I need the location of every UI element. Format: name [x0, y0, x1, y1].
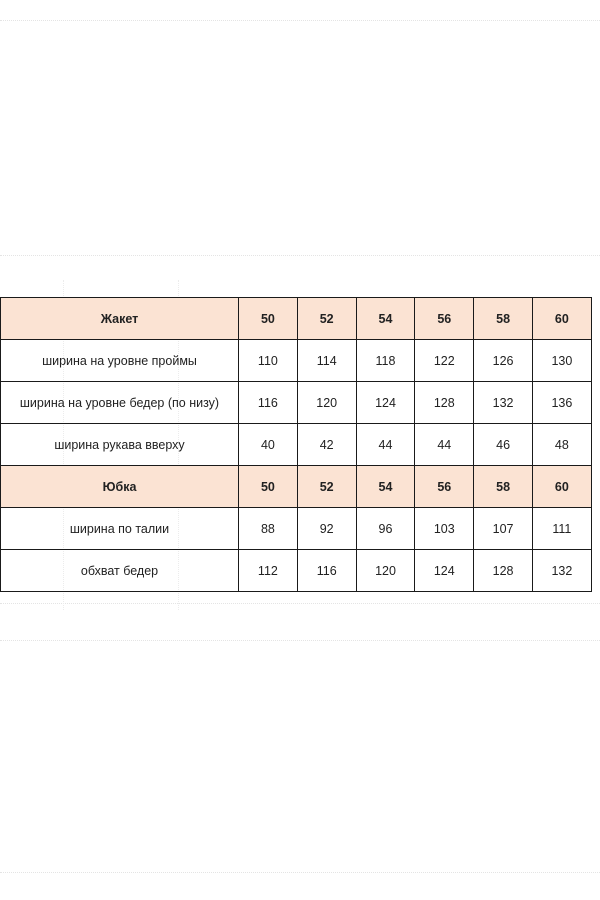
- value-cell: 44: [356, 424, 415, 466]
- gridline: [0, 255, 600, 256]
- measurement-label-cell: ширина на уровне проймы: [1, 340, 239, 382]
- measurement-label-cell: обхват бедер: [1, 550, 239, 592]
- size-header-cell: 56: [415, 298, 474, 340]
- value-cell: 111: [532, 508, 591, 550]
- value-cell: 112: [239, 550, 298, 592]
- value-cell: 120: [356, 550, 415, 592]
- value-cell: 88: [239, 508, 298, 550]
- value-cell: 114: [297, 340, 356, 382]
- size-header-cell: 60: [532, 298, 591, 340]
- value-cell: 126: [474, 340, 533, 382]
- value-cell: 92: [297, 508, 356, 550]
- size-header-cell: 58: [474, 298, 533, 340]
- value-cell: 48: [532, 424, 591, 466]
- value-cell: 132: [532, 550, 591, 592]
- section-title-cell: Юбка: [1, 466, 239, 508]
- size-header-cell: 60: [532, 466, 591, 508]
- table-row: [1, 550, 592, 592]
- value-cell: 128: [415, 382, 474, 424]
- value-cell: 96: [356, 508, 415, 550]
- measurement-label-cell: ширина на уровне бедер (по низу): [1, 382, 239, 424]
- gridline: [0, 872, 600, 873]
- size-header-cell: 56: [415, 466, 474, 508]
- table-row: [1, 424, 592, 466]
- value-cell: 122: [415, 340, 474, 382]
- table-row: [1, 508, 592, 550]
- value-cell: 120: [297, 382, 356, 424]
- size-header-cell: 52: [297, 466, 356, 508]
- size-header-cell: 58: [474, 466, 533, 508]
- value-cell: 118: [356, 340, 415, 382]
- size-header-cell: 54: [356, 298, 415, 340]
- table-row: [1, 382, 592, 424]
- table-row: [1, 340, 592, 382]
- value-cell: 46: [474, 424, 533, 466]
- section-header-row: [1, 298, 592, 340]
- value-cell: 40: [239, 424, 298, 466]
- size-header-cell: 50: [239, 466, 298, 508]
- section-title-cell: Жакет: [1, 298, 239, 340]
- measurement-label-cell: ширина по талии: [1, 508, 239, 550]
- section-header-row: [1, 466, 592, 508]
- measurement-label-cell: ширина рукава вверху: [1, 424, 239, 466]
- gridline: [0, 603, 600, 604]
- value-cell: 44: [415, 424, 474, 466]
- size-chart-table: [0, 297, 592, 592]
- value-cell: 103: [415, 508, 474, 550]
- value-cell: 42: [297, 424, 356, 466]
- value-cell: 128: [474, 550, 533, 592]
- value-cell: 136: [532, 382, 591, 424]
- value-cell: 130: [532, 340, 591, 382]
- size-chart-body: [1, 298, 592, 592]
- value-cell: 124: [356, 382, 415, 424]
- value-cell: 110: [239, 340, 298, 382]
- size-header-cell: 50: [239, 298, 298, 340]
- size-header-cell: 52: [297, 298, 356, 340]
- value-cell: 107: [474, 508, 533, 550]
- size-header-cell: 54: [356, 466, 415, 508]
- value-cell: 132: [474, 382, 533, 424]
- gridline: [0, 20, 600, 21]
- value-cell: 116: [239, 382, 298, 424]
- value-cell: 124: [415, 550, 474, 592]
- value-cell: 116: [297, 550, 356, 592]
- gridline: [0, 640, 600, 641]
